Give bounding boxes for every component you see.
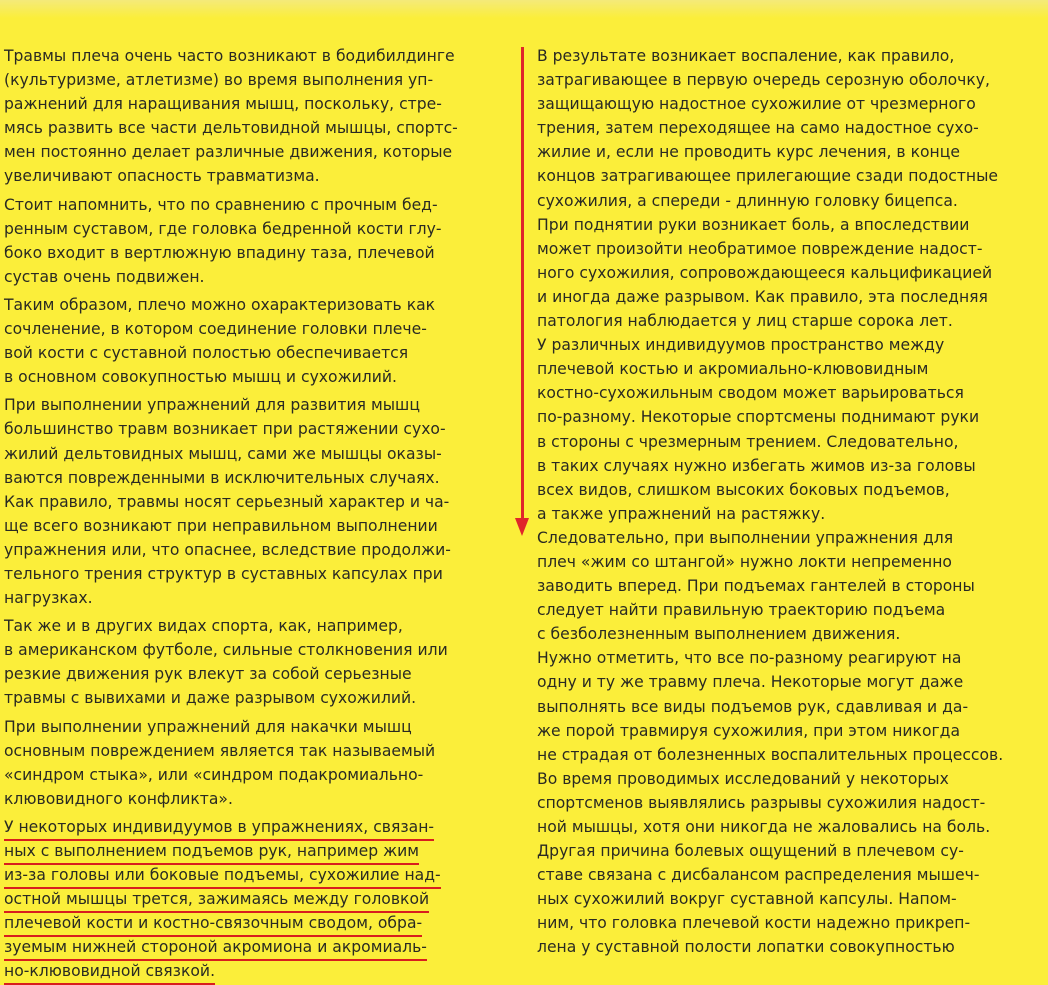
line-text: При выполнении упражнений для накачки мышц: [4, 717, 412, 736]
line-text: упражнения или, что опаснее, вследствие продолжи-: [4, 540, 451, 559]
line-text: ной мышцы, хотя они никогда не жаловались на боль.: [537, 818, 991, 836]
right-text-line: [537, 887, 1042, 911]
line-text: травмы с вывихами и даже разрывом сухожилий.: [4, 689, 417, 708]
right-text-line: [537, 815, 1042, 839]
line-text: Другая причина болевых ощущений в плечевом су-: [537, 842, 964, 861]
left-text-line: [4, 787, 520, 811]
right-column: [537, 44, 1042, 960]
line-text: спортсменов выявлялись разрывы сухожилия надост-: [537, 793, 986, 812]
line-text: вой кости с суставной полостью обеспечивается: [4, 344, 409, 363]
right-text-line: [537, 550, 1042, 574]
line-text: основным повреждением является так называемый: [4, 741, 436, 760]
left-text-line: [4, 959, 520, 983]
left-text-line: [4, 68, 520, 92]
right-text-line: [537, 237, 1042, 261]
right-text-line: [537, 670, 1042, 694]
line-text: тельного трения структур в суставных капсулах при: [4, 564, 443, 583]
left-text-line: [4, 442, 520, 466]
line-text: Нужно отметить, что все по-разному реагируют на: [537, 649, 962, 668]
right-text-line: [537, 863, 1042, 887]
right-text-line: [537, 791, 1042, 815]
right-text-line: [537, 213, 1042, 237]
left-text-line: [4, 164, 520, 188]
line-text: и иногда даже разрывом. Как правило, эта последняя: [537, 287, 988, 306]
line-text: но-клювовидной связкой.: [4, 961, 215, 985]
line-text: затрагивающее в первую очередь серозную оболочку,: [537, 71, 990, 90]
line-text: костно-сухожильным сводом может варьироваться: [537, 384, 964, 403]
line-text: ставе связана с дисбалансом распределения мышеч-: [537, 866, 980, 885]
right-text-line: [537, 430, 1042, 454]
right-text-line: [537, 189, 1042, 213]
right-text-line: [537, 646, 1042, 670]
right-text-line: [537, 357, 1042, 381]
line-text: выполнять все виды подъемов рук, сдавливая и да-: [537, 697, 969, 716]
left-text-line: [4, 193, 520, 217]
line-text: ваются поврежденными в исключительных случаях.: [4, 468, 440, 487]
line-text: При поднятии руки возникает боль, а впоследствии: [537, 215, 970, 234]
right-text-line: [537, 478, 1042, 502]
line-text: ного сухожилия, сопровождающееся кальцификацией: [537, 263, 993, 282]
page-top-band: [0, 0, 1048, 18]
left-text-line: [4, 116, 520, 140]
left-text-line: [4, 911, 520, 935]
line-text: У некоторых индивидуумов в упражнениях, связан-: [4, 817, 434, 841]
left-text-line: [4, 341, 520, 365]
line-text: ним, что головка плечевой кости надежно прикреп-: [537, 914, 971, 933]
line-text: с безболезненным выполнением движения.: [537, 625, 901, 644]
left-text-line: [4, 686, 520, 710]
right-text-line: [537, 285, 1042, 309]
line-text: большинство травм возникает при растяжении сухо-: [4, 420, 446, 439]
left-text-line: [4, 265, 520, 289]
line-text: Как правило, травмы носят серьезный характер и ча-: [4, 492, 450, 511]
left-column: [4, 44, 520, 984]
line-text: мясь развить все части дельтовидной мышцы, спортс-: [4, 119, 458, 138]
left-text-line: [4, 662, 520, 686]
line-text: ще всего возникают при неправильном выполнении: [4, 516, 438, 535]
right-text-line: [537, 381, 1042, 405]
left-text-line: [4, 514, 520, 538]
right-text-line: [537, 140, 1042, 164]
line-text: резкие движения рук влекут за собой серьезные: [4, 665, 412, 684]
line-text: Во время проводимых исследований у некоторых: [537, 769, 949, 788]
left-text-line: [4, 44, 520, 68]
left-text-line: [4, 887, 520, 911]
right-text-line: [537, 502, 1042, 526]
red-arrow-line: [521, 47, 524, 521]
right-text-line: [537, 405, 1042, 429]
line-text: может произойти необратимое повреждение надост-: [537, 239, 983, 258]
left-text-line: [4, 614, 520, 638]
line-text: заводить вперед. При подъемах гантелей в стороны: [537, 577, 975, 596]
line-text: (культуризме, атлетизме) во время выполнения уп-: [4, 71, 434, 90]
line-text: плечевой кости и костно-связочным сводом, обра-: [4, 913, 422, 937]
right-text-line: [537, 911, 1042, 935]
line-text: При выполнении упражнений для развития мышц: [4, 396, 420, 415]
left-text-line: [4, 317, 520, 341]
left-text-line: [4, 140, 520, 164]
line-text: жилий дельтовидных мышц, сами же мышцы оказы-: [4, 444, 442, 463]
line-text: увеличивают опасность травматизма.: [4, 167, 320, 186]
line-text: сухожилия, а спереди - длинную головку бицепса.: [537, 191, 958, 210]
right-text-line: [537, 309, 1042, 333]
left-text-line: [4, 839, 520, 863]
line-text: сустав очень подвижен.: [4, 267, 205, 286]
left-text-line: [4, 715, 520, 739]
left-text-line: [4, 393, 520, 417]
right-text-line: [537, 935, 1042, 959]
left-text-line: [4, 586, 520, 610]
right-text-line: [537, 92, 1042, 116]
line-text: Так же и в других видах спорта, как, например,: [4, 617, 403, 636]
right-text-line: [537, 622, 1042, 646]
left-text-line: [4, 562, 520, 586]
line-text: боко входит в вертлюжную впадину таза, плечевой: [4, 243, 435, 262]
line-text: остной мышцы трется, зажимаясь между головкой: [4, 889, 429, 913]
line-text: ренным суставом, где головка бедренной кости глу-: [4, 219, 442, 238]
right-text-line: [537, 767, 1042, 791]
left-text-line: [4, 763, 520, 787]
line-text: В результате возникает воспаление, как правило,: [537, 47, 955, 65]
line-text: всех видов, слишком высоких боковых подъемов,: [537, 480, 950, 499]
left-text-line: [4, 241, 520, 265]
right-text-line: [537, 164, 1042, 188]
left-text-line: [4, 466, 520, 490]
line-text: защищающую надостное сухожилие от чрезмерного: [537, 95, 976, 114]
right-text-line: [537, 116, 1042, 140]
line-text: патология наблюдается у лиц старше сорока лет.: [537, 312, 953, 331]
right-text-line: [537, 574, 1042, 598]
left-text-line: [4, 365, 520, 389]
line-text: зуемым нижней стороной акромиона и акромиаль-: [4, 937, 427, 961]
line-text: трения, затем переходящее на само надостное сухо-: [537, 119, 979, 138]
line-text: лена у суставной полости лопатки совокупностью: [537, 938, 955, 957]
left-text-line: [4, 490, 520, 514]
right-text-line: [537, 526, 1042, 550]
line-text: не страдая от болезненных воспалительных процессов.: [537, 745, 1004, 764]
line-text: же порой травмируя сухожилия, при этом никогда: [537, 721, 961, 740]
left-text-line: [4, 638, 520, 662]
line-text: ражнений для наращивания мышц, поскольку, стре-: [4, 95, 442, 114]
line-text: плечевой костью и акромиально-клювовидным: [537, 360, 929, 379]
line-text: из-за головы или боковые подъемы, сухожилие над-: [4, 865, 441, 889]
right-text-line: [537, 68, 1042, 92]
left-text-line: [4, 538, 520, 562]
line-text: Таким образом, плечо можно охарактеризовать как: [4, 295, 436, 314]
right-text-line: [537, 598, 1042, 622]
line-text: клювовидного конфликта».: [4, 789, 233, 808]
line-text: У различных индивидуумов пространство между: [537, 336, 945, 355]
line-text: а также упражнений на растяжку.: [537, 504, 826, 523]
line-text: сочленение, в котором соединение головки плече-: [4, 320, 427, 339]
line-text: Травмы плеча очень часто возникают в бодибилдинге: [4, 47, 455, 65]
line-text: концов затрагивающее прилегающие сзади подостные: [537, 167, 999, 186]
right-text-line: [537, 719, 1042, 743]
line-text: Следовательно, при выполнении упражнения для: [537, 528, 954, 547]
left-text-line: [4, 217, 520, 241]
right-text-line: [537, 743, 1042, 767]
line-text: в основном совокупностью мышц и сухожилий.: [4, 368, 397, 387]
line-text: Стоит напомнить, что по сравнению с прочным бед-: [4, 195, 438, 214]
line-text: в стороны с чрезмерным трением. Следовательно,: [537, 432, 959, 451]
right-text-line: [537, 454, 1042, 478]
left-text-line: [4, 293, 520, 317]
line-text: нагрузках.: [4, 589, 93, 608]
left-text-line: [4, 935, 520, 959]
line-text: ных с выполнением подъемов рук, например жим: [4, 841, 419, 865]
line-text: мен постоянно делает различные движения, которые: [4, 143, 453, 162]
line-text: одну и ту же травму плеча. Некоторые могут даже: [537, 673, 964, 692]
line-text: жилие и, если не проводить курс лечения, в конце: [537, 143, 960, 162]
right-text-line: [537, 839, 1042, 863]
left-text-line: [4, 815, 520, 839]
left-text-line: [4, 739, 520, 763]
left-text-line: [4, 92, 520, 116]
line-text: в таких случаях нужно избегать жимов из-за головы: [537, 456, 976, 475]
line-text: ных сухожилий вокруг суставной капсулы. Напом-: [537, 890, 957, 909]
line-text: «синдром стыка», или «синдром подакромиально-: [4, 765, 424, 784]
line-text: плеч «жим со штангой» нужно локти непременно: [537, 552, 952, 571]
right-text-line: [537, 333, 1042, 357]
right-text-line: [537, 261, 1042, 285]
right-text-line: [537, 44, 1042, 68]
left-text-line: [4, 863, 520, 887]
line-text: следует найти правильную траекторию подъема: [537, 601, 946, 620]
line-text: в американском футболе, сильные столкновения или: [4, 641, 448, 660]
arrow-down-icon: [515, 518, 529, 536]
left-text-line: [4, 417, 520, 441]
line-text: по-разному. Некоторые спортсмены поднимают руки: [537, 408, 980, 427]
right-text-line: [537, 695, 1042, 719]
